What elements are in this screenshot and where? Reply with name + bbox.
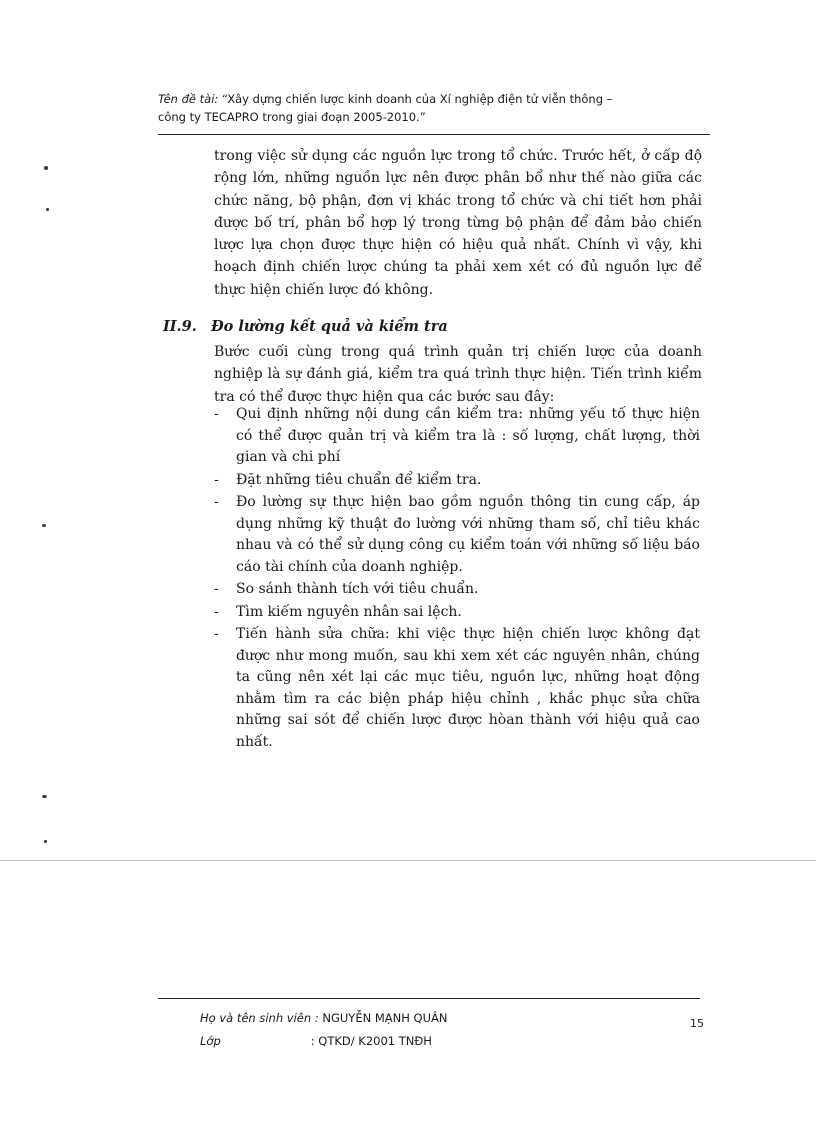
page-number: 15 [690,1017,704,1030]
list-item-text: Đặt những tiêu chuẩn để kiểm tra. [236,471,482,488]
header-rule [158,134,710,135]
student-label: Họ và tên sinh viên : [200,1011,319,1025]
section-heading [163,318,448,335]
paragraph-continuation: trong việc sử dụng các nguồn lực trong tổ chức. Trước hết, ở cấp độ rộng lớn, những nguồn lực nên được phân bổ như thế nào giữa các chức năng, bộ phận, đơn vị khác trong tổ chức và chi tiết hơn phải được bố trí, phân bổ hợp lý trong từng bộ phận để đảm bảo chiến lược lựa chọn được thực hiện có hiệu quả nhất. Chính vì vậy, khi hoạch định chiến lược chúng ta phải xem xét có đủ nguồn lực để thực hiện chiến lược đó không. [214,148,702,298]
scan-fold-line [0,860,816,861]
document-header [158,90,718,126]
list-item-text: Qui định những nội dung cần kiểm tra: những yếu tố thực hiện có thể được quản trị và kiểm tra là : số lượng, chất lượng, thời gian và chi phí [236,406,700,466]
scan-speck [44,840,47,843]
list-item [214,624,700,754]
class-label: Lớp [200,1034,221,1048]
bullet-dash: - [214,581,219,598]
section-number: II.9. [163,318,197,335]
bullet-dash: - [214,406,219,422]
section-title: Đo lường kết quả và kiểm tra [211,318,448,335]
scan-speck [42,795,47,798]
footer-student [200,1011,447,1025]
bullet-dash: - [214,471,219,488]
scan-speck [42,524,46,527]
list-item [214,492,700,578]
list-item [214,602,700,624]
header-line-1 [158,90,718,108]
list-item [214,579,700,601]
student-name: NGUYỄN MẠNH QUÂN [322,1011,448,1025]
list-item-text: Tìm kiếm nguyên nhân sai lệch. [236,603,462,620]
section-intro: Bước cuối cùng trong quá trình quản trị chiến lược của doanh nghiệp là sự đánh giá, kiểm tra quá trình thực hiện. Tiến trình kiểm tra có thể được thực hiện qua các bước sau đây: [214,344,702,405]
step-list [214,404,700,754]
bullet-dash: - [214,603,219,620]
bullet-dash: - [214,625,219,642]
topic-title-line-2: công ty TECAPRO trong giai đoạn 2005-2010.” [158,110,426,124]
scan-speck [44,166,48,170]
list-item-text: So sánh thành tích với tiêu chuẩn. [236,581,479,598]
topic-title-line-1: “Xây dựng chiến lược kinh doanh của Xí nghiệp điện tử viễn thông – [221,92,613,106]
class-value: : QTKD/ K2001 TNĐH [310,1034,432,1048]
scan-speck [46,208,49,211]
topic-label: Tên đề tài: [158,92,219,106]
bullet-dash: - [214,493,219,510]
list-item-text: Đo lường sự thực hiện bao gồm nguồn thông tin cung cấp, áp dụng những kỹ thuật đo lường với những tham số, chỉ tiêu khác nhau và có thể sử dụng công cụ kiểm toán với những số liệu báo cáo tài chính của doanh nghiệp. [236,493,700,575]
list-item [214,404,700,469]
list-item-text: Tiến hành sửa chữa: khi việc thực hiện chiến lược không đạt được như mong muốn, sau khi xem xét các nguyên nhân, chúng ta cũng nên xét lại các mục tiêu, nguồn lực, những hoạt động nhằm tìm ra các biện pháp hiệu chỉnh , khắc phục sửa chữa những sai sót để chiến lược được hòan thành với hiệu quả cao nhất. [236,625,700,750]
footer-rule [158,998,700,999]
list-item [214,470,700,492]
footer-class [200,1034,432,1048]
